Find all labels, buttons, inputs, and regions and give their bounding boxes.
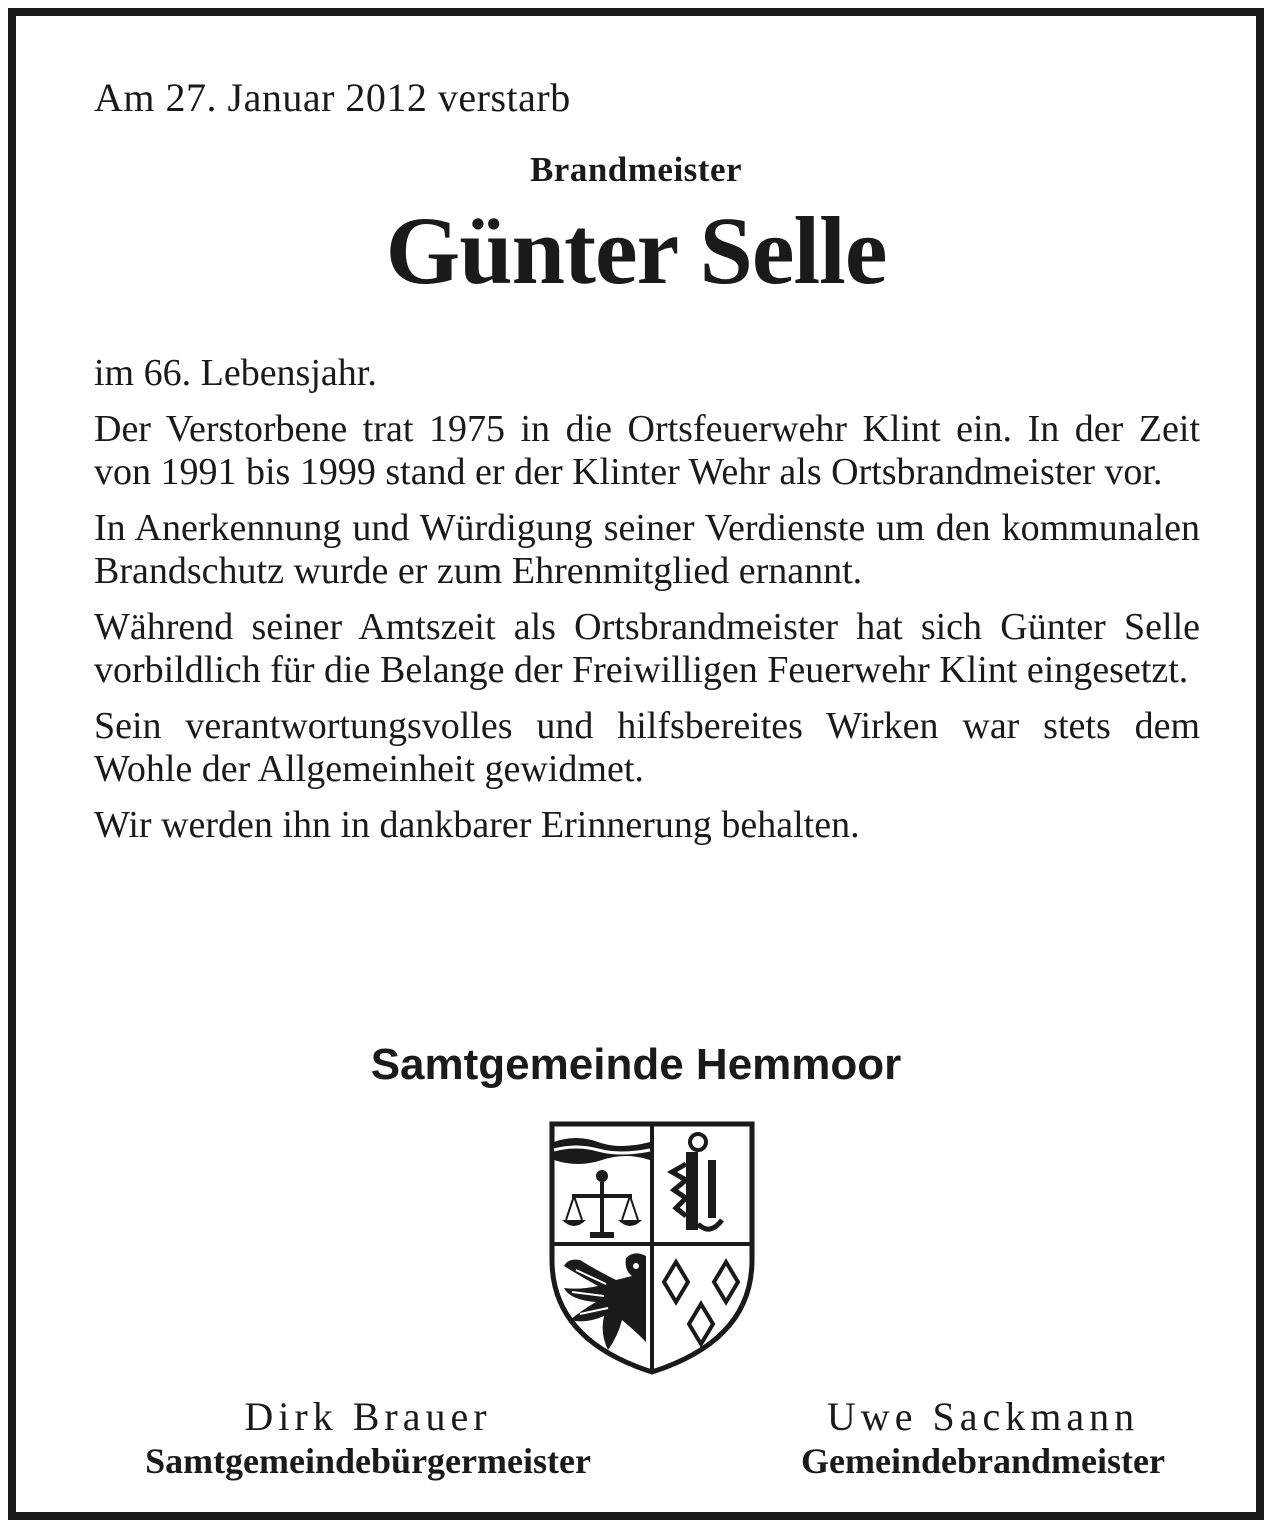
signatory-title: Gemeindebrandmeister	[801, 1441, 1165, 1481]
signatory-right	[758, 1394, 1208, 1482]
deceased-name: Günter Selle	[385, 197, 887, 304]
rank-title: Brandmeister	[529, 150, 743, 189]
signatory-name: Dirk Brauer	[244, 1394, 492, 1439]
coat-of-arms-icon	[546, 1120, 758, 1376]
signatory-left	[88, 1394, 648, 1482]
paragraph-career: Der Verstorbene trat 1975 in die Ortsfeuerwehr Klint ein. In der Zeit von 1991 bis 1999 stand er der Klinter Wehr als Ortsbrandmeister vor.	[94, 408, 1200, 493]
signatory-name: Uwe Sackmann	[826, 1394, 1140, 1439]
paragraph-remembrance: Wir werden ihn in dankbarer Erinnerung behalten.	[94, 804, 860, 846]
paragraph-honor: In Anerkennung und Würdigung seiner Verdienste um den kommunalen Brandschutz wurde er zum Ehrenmitglied ernannt.	[94, 507, 1200, 592]
paragraph-work: Sein verantwortungsvolles und hilfsbereites Wirken war stets dem Wohle der Allgemeinheit gewidmet.	[94, 705, 1200, 790]
signatory-title: Samtgemeindebürgermeister	[145, 1441, 591, 1481]
organization-name: Samtgemeinde Hemmoor	[370, 1040, 902, 1089]
paragraph-age: im 66. Lebensjahr.	[94, 352, 377, 394]
intro-line: Am 27. Januar 2012 verstarb	[94, 75, 571, 120]
obituary-notice	[8, 8, 1264, 1520]
notice-body	[94, 352, 1200, 860]
paragraph-service: Während seiner Amtszeit als Ortsbrandmeister hat sich Günter Selle vorbildlich für die Belange der Freiwilligen Feuerwehr Klint eingesetzt.	[94, 606, 1200, 691]
